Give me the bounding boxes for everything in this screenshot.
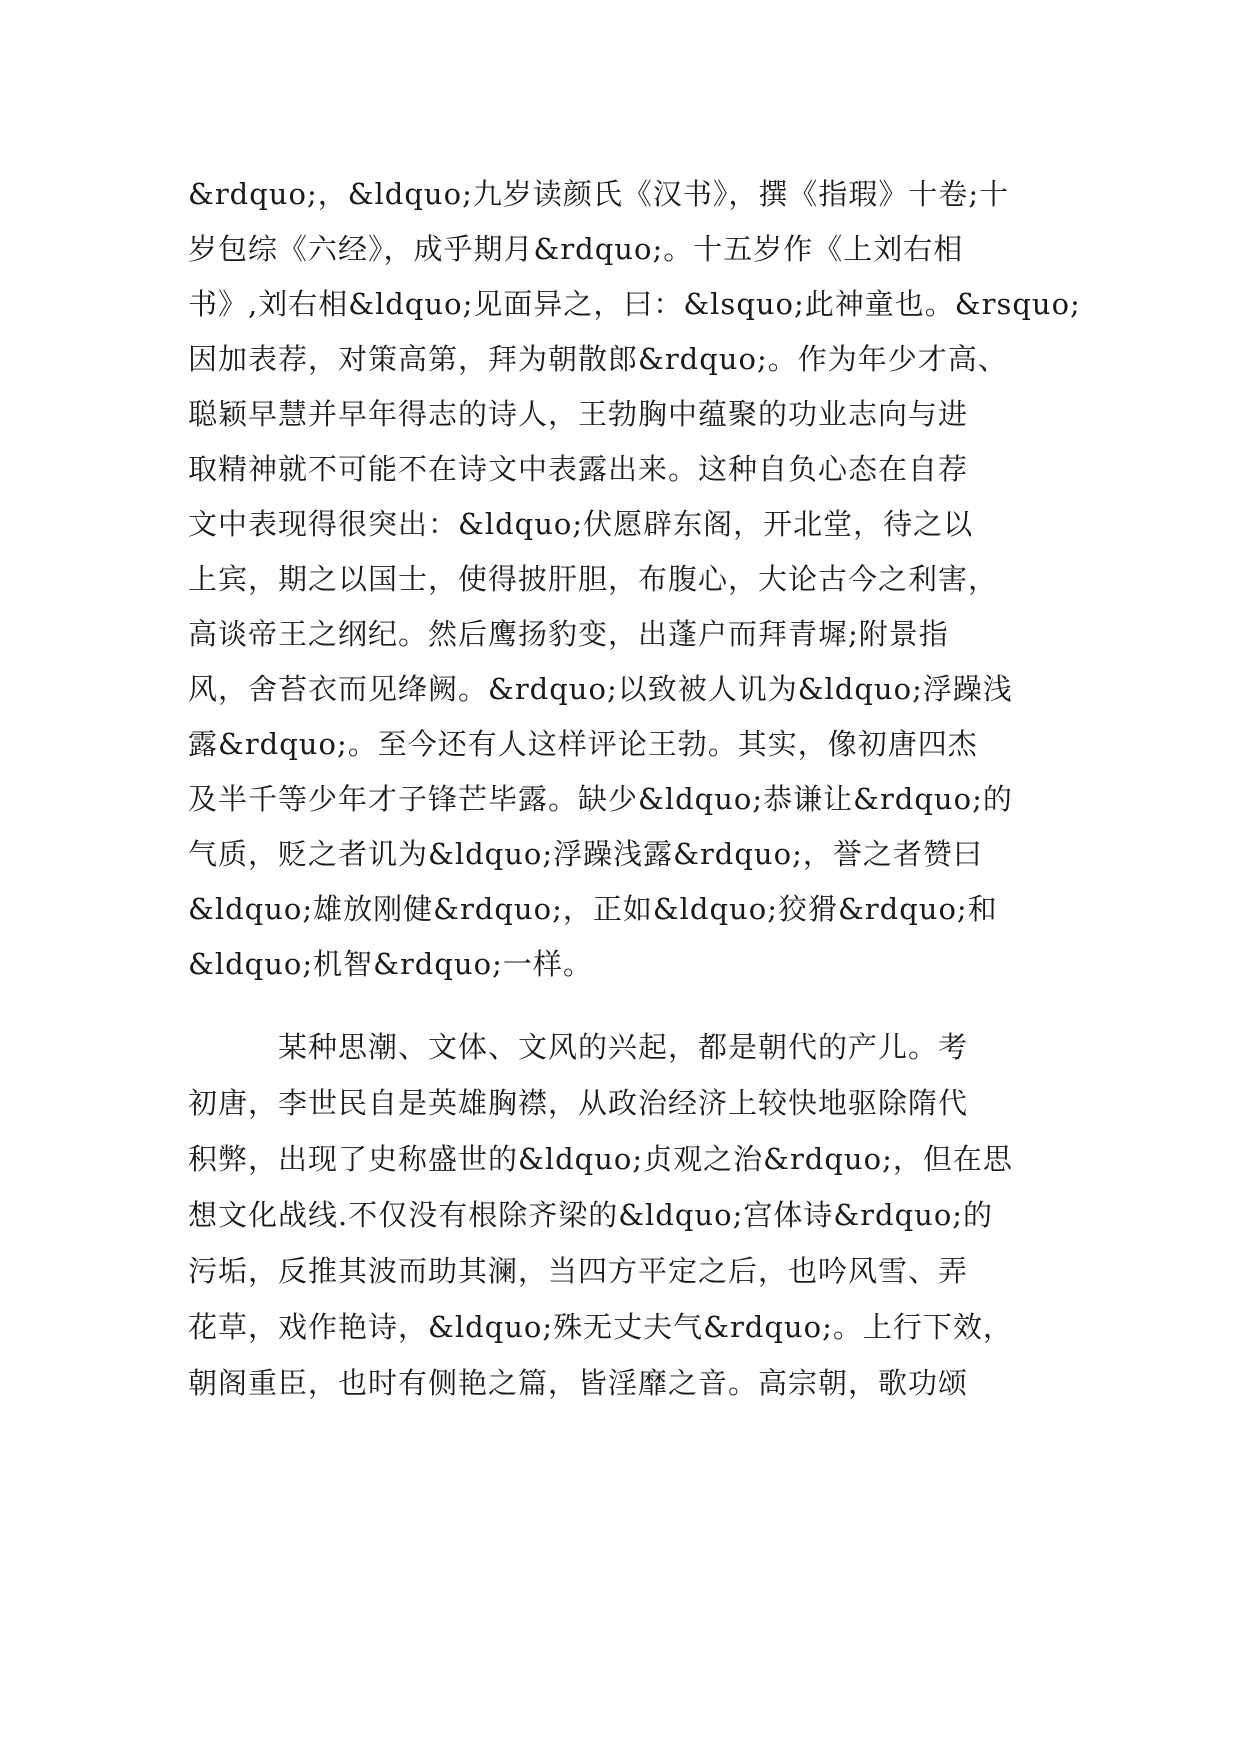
text-line: 积弊，出现了史称盛世的&ldquo;贞观之治&rdquo;，但在思 <box>188 1142 1013 1176</box>
text-line: 朝阁重臣，也时有侧艳之篇，皆淫靡之音。高宗朝，歌功颂 <box>188 1366 969 1400</box>
text-line: 取精神就不可能不在诗文中表露出来。这种自负心态在自荐 <box>188 452 969 486</box>
text-line: 露&rdquo;。至今还有人这样评论王勃。其实，像初唐四杰 <box>188 727 978 761</box>
text-line: 某种思潮、文体、文风的兴起，都是朝代的产儿。考 <box>188 1030 969 1064</box>
text-line: 想文化战线.不仅没有根除齐梁的&ldquo;宫体诗&rdquo;的 <box>188 1198 994 1232</box>
text-line: 上宾，期之以国士，使得披肝胆，布腹心，大论古今之利害， <box>188 562 999 596</box>
paragraph-1 <box>188 167 1081 992</box>
text-line: 污垢，反推其波而助其澜，当四方平定之后，也吟风雪、弄 <box>188 1254 969 1288</box>
text-line: 聪颖早慧并早年得志的诗人，王勃胸中蕴聚的功业志向与进 <box>188 397 969 431</box>
text-line: 风，舍苔衣而见绛阙。&rdquo;以致被人讥为&ldquo;浮躁浅 <box>188 672 1013 706</box>
text-line: 文中表现得很突出：&ldquo;伏愿辟东阁，开北堂，待之以 <box>188 507 974 541</box>
paragraph-2 <box>188 1019 1068 1411</box>
text-line: 因加表荐，对策高第，拜为朝散郎&rdquo;。作为年少才高、 <box>188 342 1008 376</box>
text-line: 岁包综《六经》，成乎期月&rdquo;。十五岁作《上刘右相 <box>188 232 964 266</box>
text-line: 初唐，李世民自是英雄胸襟，从政治经济上较快地驱除隋代 <box>188 1086 969 1120</box>
text-line: 书》,刘右相&ldquo;见面异之，曰：&lsquo;此神童也。&rsquo; <box>188 287 1081 321</box>
text-line: &rdquo;，&ldquo;九岁读颜氏《汉书》，撰《指瑕》十卷;十 <box>188 177 1010 211</box>
text-line: 气质，贬之者讥为&ldquo;浮躁浅露&rdquo;，誉之者赞曰 <box>188 837 983 871</box>
text-line: 及半千等少年才子锋芒毕露。缺少&ldquo;恭谦让&rdquo;的 <box>188 782 1013 816</box>
text-line: 高谈帝王之纲纪。然后鹰扬豹变，出蓬户而拜青墀;附景指 <box>188 617 949 651</box>
text-line: 花草，戏作艳诗，&ldquo;殊无丈夫气&rdquo;。上行下效， <box>188 1310 1013 1344</box>
text-line: &ldquo;机智&rdquo;一样。 <box>188 947 593 981</box>
text-line: &ldquo;雄放刚健&rdquo;，正如&ldquo;狡猾&rdquo;和 <box>188 892 998 926</box>
